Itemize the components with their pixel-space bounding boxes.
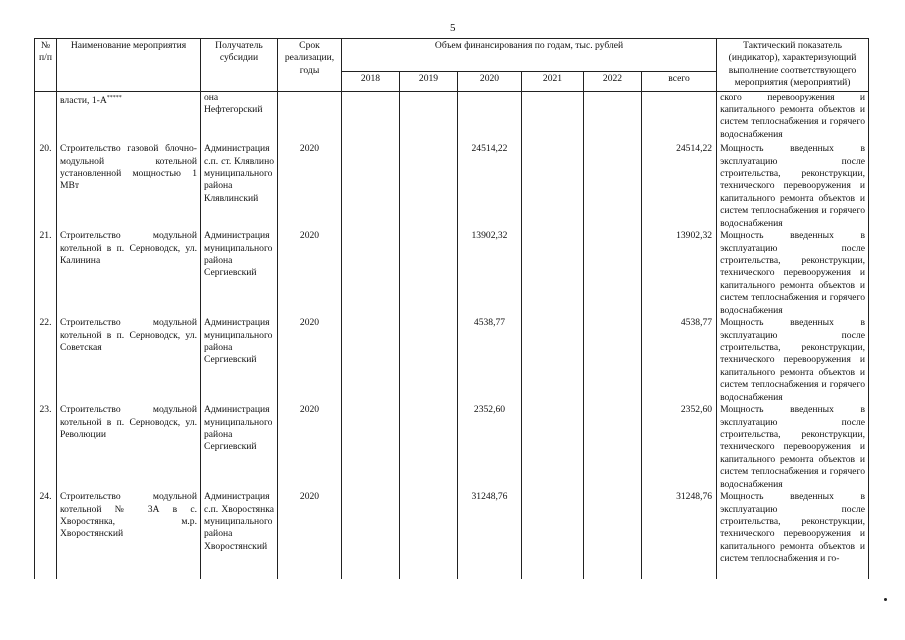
header-name: Наименование мероприятия <box>57 39 201 92</box>
row-name: Строительство модульной котельной в п. Серноводск, ул. Советская <box>57 317 201 404</box>
row-indicator: Мощность введенных в эксплуатацию после строительства, реконструкции, технического перевооружения и капитального ремонта объектов и систем теплоснабжения и горячего водоснабжения <box>717 143 869 230</box>
row-recipient: Администрация с.п. Хворостянка муниципального района Хворостянский <box>201 491 278 579</box>
row-year: 2020 <box>278 143 342 230</box>
row-name: Строительство модульной котельной в п. Серноводск, ул. Калинина <box>57 230 201 317</box>
row-name: Строительство газовой блочно-модульной котельной установленной мощностью 1 МВт <box>57 143 201 230</box>
row-number: 22. <box>35 317 57 404</box>
header-num: № п/п <box>35 39 57 92</box>
header-recipient: Получатель субсидии <box>201 39 278 92</box>
table-row <box>35 143 869 230</box>
row-recipient: Администрация муниципального района Сергиевский <box>201 404 278 491</box>
continuation-indicator: ского перевооружения и капитального ремонта объектов и систем теплоснабжения и горячего водоснабжения <box>717 91 869 143</box>
row-amount-2020: 13902,32 <box>458 230 522 317</box>
row-total: 4538,77 <box>642 317 717 404</box>
header-period: Срок реализации, годы <box>278 39 342 92</box>
row-number: 24. <box>35 491 57 579</box>
header-year-2019: 2019 <box>400 72 458 91</box>
header-total: всего <box>642 72 717 91</box>
header-year-2018: 2018 <box>342 72 400 91</box>
header-indicator: Тактический показатель (индикатор), характеризующий выполнение соответствующего мероприятия (мероприятий) <box>717 39 869 92</box>
row-total: 24514,22 <box>642 143 717 230</box>
continuation-name: власти, 1-А***** <box>57 91 201 143</box>
row-recipient: Администрация муниципального района Сергиевский <box>201 230 278 317</box>
header-year-2021: 2021 <box>522 72 584 91</box>
table-row <box>35 491 869 579</box>
table-row <box>35 230 869 317</box>
row-amount-2020: 31248,76 <box>458 491 522 579</box>
row-amount-2020: 2352,60 <box>458 404 522 491</box>
header-year-2022: 2022 <box>584 72 642 91</box>
row-indicator: Мощность введенных в эксплуатацию после строительства, реконструкции, технического перевооружения и капитального ремонта объектов и систем теплоснабжения и горячего водоснабжения <box>717 404 869 491</box>
row-name: Строительство модульной котельной в п. Серноводск, ул. Революции <box>57 404 201 491</box>
row-year: 2020 <box>278 317 342 404</box>
header-funding: Объем финансирования по годам, тыс. рублей <box>342 39 717 72</box>
row-number: 23. <box>35 404 57 491</box>
row-indicator: Мощность введенных в эксплуатацию после строительства, реконструкции, технического перевооружения и капитального ремонта объектов и систем теплоснабжения и горячего водоснабжения <box>717 230 869 317</box>
table-row <box>35 317 869 404</box>
table-row <box>35 404 869 491</box>
row-total: 13902,32 <box>642 230 717 317</box>
row-indicator: Мощность введенных в эксплуатацию после строительства, реконструкции, технического перевооружения и капитального ремонта объектов и систем теплоснабжения и горячего водоснабжения <box>717 317 869 404</box>
row-total: 31248,76 <box>642 491 717 579</box>
row-year: 2020 <box>278 491 342 579</box>
row-number: 20. <box>35 143 57 230</box>
row-amount-2020: 4538,77 <box>458 317 522 404</box>
row-number: 21. <box>35 230 57 317</box>
row-total: 2352,60 <box>642 404 717 491</box>
row-year: 2020 <box>278 230 342 317</box>
row-recipient: Администрация муниципального района Сергиевский <box>201 317 278 404</box>
row-indicator: Мощность введенных в эксплуатацию после строительства, реконструкции, технического перевооружения и капитального ремонта объектов и систем теплоснабжения и го- <box>717 491 869 579</box>
funding-table <box>34 38 869 579</box>
row-name: Строительство модульной котельной № 3А в с. Хворостянка, м.р. Хворостянский <box>57 491 201 579</box>
row-amount-2020: 24514,22 <box>458 143 522 230</box>
header-year-2020: 2020 <box>458 72 522 91</box>
page-number: 5 <box>450 22 456 34</box>
table-row-continuation <box>35 91 869 143</box>
scan-speck <box>884 598 887 601</box>
row-year: 2020 <box>278 404 342 491</box>
continuation-recipient: она Нефтегорский <box>201 91 278 143</box>
row-recipient: Администрация с.п. ст. Клявлино муниципального района Клявлинский <box>201 143 278 230</box>
